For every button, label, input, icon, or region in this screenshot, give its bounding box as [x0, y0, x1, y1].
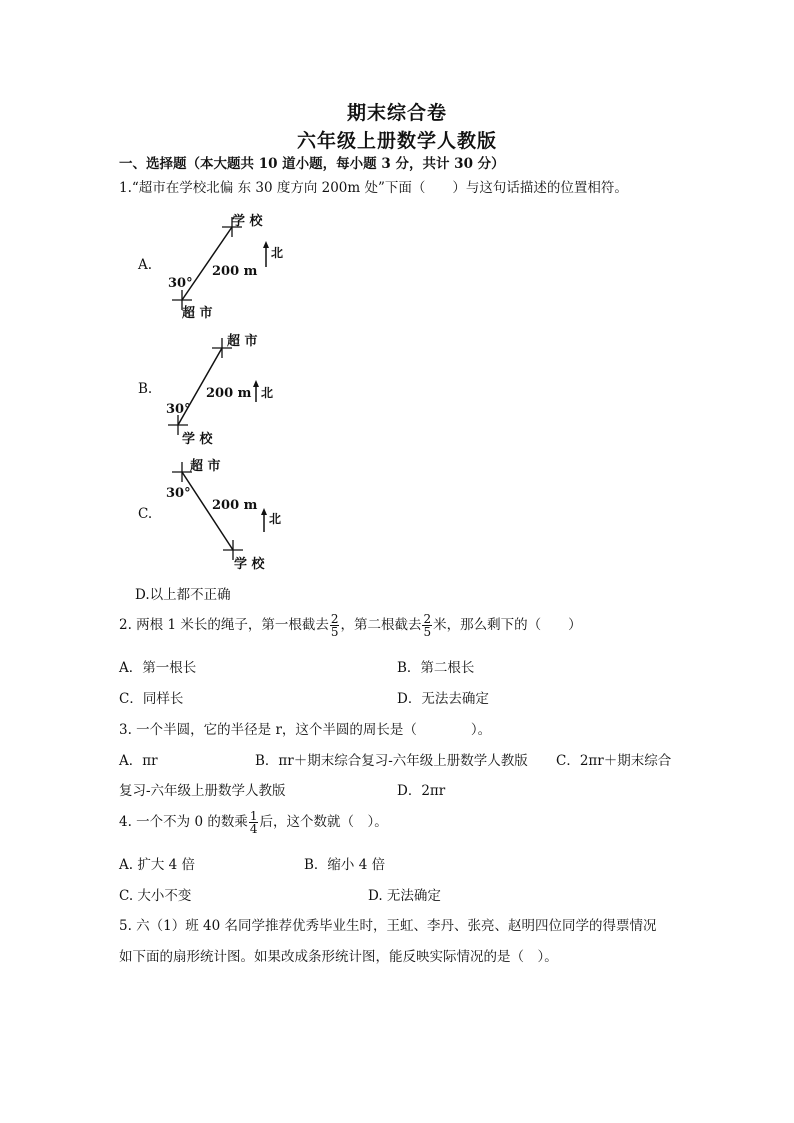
q4-fraction — [249, 810, 259, 835]
q1-option-d: D.以上都不正确 — [135, 587, 231, 603]
question-2-stem — [119, 613, 582, 638]
q2-frac1-den: 5 — [330, 625, 339, 639]
q2-option-c: C．同样长 — [119, 691, 184, 707]
q2-stem-part2: ，第二根截去 — [340, 617, 422, 633]
q2-frac2-num: 2 — [423, 612, 432, 626]
diagram-c-angle: 30° — [166, 486, 191, 501]
q4-option-a: A. 扩大 4 倍 — [119, 857, 196, 873]
diagram-b-distance: 200 m — [206, 386, 252, 401]
diagram-c-bottom-label: 学 校 — [234, 557, 265, 572]
q1-option-c-label: C. — [138, 506, 153, 522]
diagram-c-top-label: 超 市 — [190, 459, 221, 474]
q1-option-b-label: B. — [138, 381, 153, 397]
question-5-stem-line2: 如下面的扇形统计图。如果改成条形统计图，能反映实际情况的是（ ）。 — [119, 949, 558, 965]
q2-frac1-num: 2 — [330, 612, 339, 626]
q1-diagram-a — [160, 205, 300, 325]
q3-option-d: D．2πr — [397, 783, 446, 799]
question-3-stem: 3. 一个半圆，它的半径是 r，这个半圆的周长是（ ）。 — [119, 722, 492, 738]
q2-fraction-1 — [330, 613, 340, 638]
q3-option-b: B．πr＋期末综合复习-六年级上册数学人教版 — [255, 753, 528, 769]
q4-frac-num: 1 — [249, 809, 258, 823]
diagram-a-distance: 200 m — [212, 264, 258, 279]
diagram-b-top-label: 超 市 — [227, 334, 258, 349]
q1-diagram-c — [160, 452, 300, 574]
section-heading: 一、选择题（本大题共 10 道小题，每小题 3 分，共计 30 分） — [119, 156, 505, 172]
q4-option-b: B．缩小 4 倍 — [304, 857, 386, 873]
q2-fraction-2 — [422, 613, 432, 638]
diagram-b-north: 北 — [261, 386, 274, 400]
diagram-b-bottom-label: 学 校 — [182, 432, 213, 447]
q2-stem-part1: 2. 两根 1 米长的绳子，第一根截去 — [119, 617, 329, 633]
page-subtitle: 六年级上册数学人教版 — [296, 130, 497, 152]
q4-stem-part2: 后，这个数就（ ）。 — [259, 814, 388, 830]
diagram-a-top-label: 学 校 — [232, 214, 263, 229]
diagram-a-north: 北 — [271, 246, 284, 260]
diagram-b-angle: 30° — [166, 402, 191, 417]
diagram-a-bottom-label: 超 市 — [182, 306, 213, 321]
q2-option-a: A．第一根长 — [119, 660, 197, 676]
q1-diagram-b — [160, 328, 300, 450]
north-arrowhead-icon — [261, 508, 267, 515]
diagram-c-north: 北 — [269, 512, 282, 526]
q2-option-b: B．第二根长 — [397, 660, 475, 676]
q3-option-c: C．2πr＋期末综合 — [556, 753, 672, 769]
q1-option-a-label: A. — [138, 257, 153, 273]
q4-stem-part1: 4. 一个不为 0 的数乘 — [119, 814, 248, 830]
page-title: 期末综合卷 — [346, 102, 447, 124]
q2-frac2-den: 5 — [423, 625, 432, 639]
q3-option-a: A．πr — [119, 753, 158, 769]
q2-option-d: D．无法去确定 — [397, 691, 489, 707]
q3-option-c-continued: 复习-六年级上册数学人教版 — [119, 783, 286, 799]
north-arrowhead-icon — [253, 380, 259, 387]
q2-stem-part3: 米，那么剩下的（ ） — [433, 617, 582, 633]
question-1-stem: 1.“超市在学校北偏 东 30 度方向 200m 处”下面（ ）与这句话描述的位置相符。 — [119, 180, 628, 196]
q4-option-d: D. 无法确定 — [368, 888, 441, 904]
north-arrowhead-icon — [263, 241, 269, 248]
q4-frac-den: 4 — [249, 822, 258, 836]
diagram-c-distance: 200 m — [212, 498, 258, 513]
question-5-stem-line1: 5. 六（1）班 40 名同学推荐优秀毕业生时，王虹、李丹、张亮、赵明四位同学的得票情况 — [119, 918, 657, 934]
diagram-a-angle: 30° — [168, 276, 193, 291]
q4-option-c: C. 大小不变 — [119, 888, 192, 904]
question-4-stem — [119, 810, 388, 835]
